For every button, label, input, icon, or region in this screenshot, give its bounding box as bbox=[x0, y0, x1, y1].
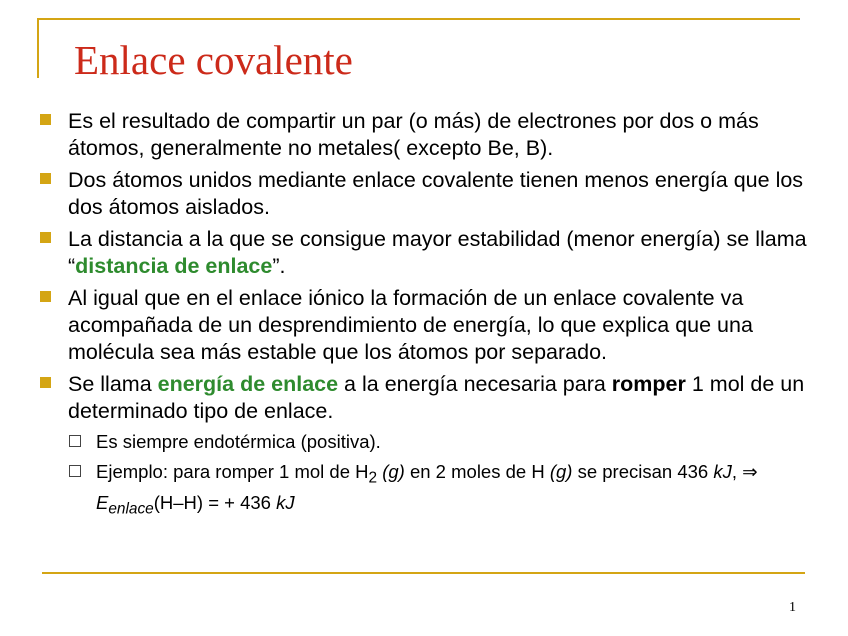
bullet-text-pre: La distancia a la que se consigue mayor estabilidad (menor energía) se llama “ bbox=[68, 227, 807, 278]
square-bullet-icon bbox=[40, 232, 51, 243]
unit-kj-1: kJ bbox=[713, 461, 732, 482]
square-bullet-icon bbox=[40, 377, 51, 388]
square-bullet-icon bbox=[40, 114, 51, 125]
bullet-text: Es el resultado de compartir un par (o más) de electrones por dos o más átomos, generalmente no metales( excepto Be, B). bbox=[68, 109, 759, 160]
bullet-text: Dos átomos unidos mediante enlace covalente tienen menos energía que los dos átomos aislados. bbox=[68, 168, 804, 219]
slide-content bbox=[40, 108, 830, 527]
term-distancia-de-enlace: distancia de enlace bbox=[75, 254, 273, 278]
energy-subscript: enlace bbox=[108, 500, 154, 518]
bullet-text-mid: a la energía necesaria para bbox=[338, 372, 612, 396]
sub-bullet-item-1 bbox=[40, 430, 830, 454]
bullet-item-3 bbox=[40, 226, 830, 280]
square-bullet-icon bbox=[40, 291, 51, 302]
bullet-item-2 bbox=[40, 167, 830, 221]
bullet-text-pre: Se llama bbox=[68, 372, 158, 396]
bullet-item-4 bbox=[40, 285, 830, 366]
frame-left-line bbox=[37, 18, 39, 78]
checkbox-bullet-icon bbox=[69, 465, 81, 477]
bullet-text-post: ”. bbox=[272, 254, 286, 278]
bullet-item-1 bbox=[40, 108, 830, 162]
frame-bottom-line bbox=[42, 572, 805, 574]
term-energia-de-enlace: energía de enlace bbox=[157, 372, 339, 396]
page-number: 1 bbox=[789, 600, 796, 615]
example-text-mid: en 2 moles de H bbox=[404, 461, 550, 482]
sub-bullet-text: Es siempre endotérmica (positiva). bbox=[96, 431, 381, 452]
square-bullet-icon bbox=[40, 173, 51, 184]
bullet-text-post: 1 mol de un determinado tipo de enlace. bbox=[68, 372, 805, 423]
state-gas-2: (g) bbox=[549, 461, 573, 482]
example-text-pre: Ejemplo: para romper 1 mol de H bbox=[96, 461, 369, 482]
energy-symbol: E bbox=[96, 491, 109, 513]
bullet-item-5 bbox=[40, 371, 830, 425]
example-text-mid2: se precisan 436 bbox=[572, 461, 714, 482]
subscript-2: 2 bbox=[368, 469, 378, 487]
checkbox-bullet-icon bbox=[69, 435, 81, 447]
unit-kj-2: kJ bbox=[276, 491, 295, 513]
state-gas-1: (g) bbox=[382, 461, 405, 482]
bullet-text: Al igual que en el enlace iónico la formación de un enlace covalente va acompañada de un desprendimiento de energía, lo que explica que una molécula sea más estable que los átomos por separado. bbox=[68, 286, 753, 364]
term-romper: romper bbox=[611, 372, 686, 396]
implies-arrow: , ⇒ bbox=[731, 461, 758, 482]
sub-bullet-item-2 bbox=[40, 460, 830, 521]
bond-equation: (H–H) = + 436 bbox=[153, 491, 277, 513]
slide-title: Enlace covalente bbox=[74, 37, 353, 83]
frame-top-line bbox=[37, 18, 800, 20]
